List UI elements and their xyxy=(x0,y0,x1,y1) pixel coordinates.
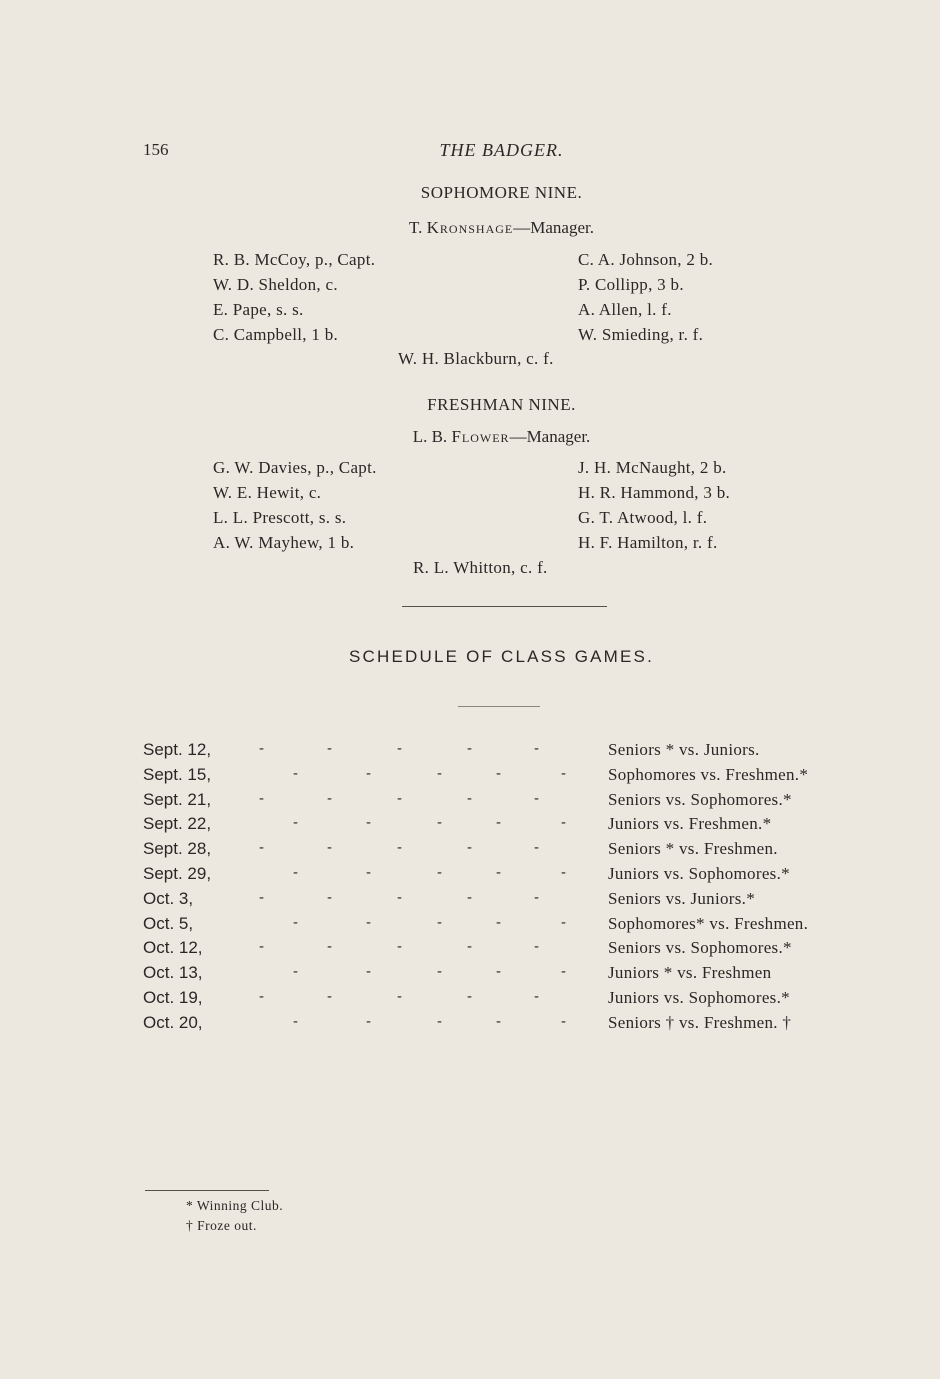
player-center: W. H. Blackburn, c. f. xyxy=(398,349,554,368)
schedule-game: Juniors vs. Freshmen.* xyxy=(608,814,772,833)
leader-dash: - xyxy=(366,1013,371,1030)
leader-dash: - xyxy=(496,914,501,931)
player-left: L. L. Prescott, s. s. xyxy=(213,508,347,527)
player-center: R. L. Whitton, c. f. xyxy=(413,558,548,577)
leader-dash: - xyxy=(534,938,539,955)
schedule-date: Oct. 19, xyxy=(143,988,203,1007)
leader-dash: - xyxy=(327,790,332,807)
schedule-game: Seniors vs. Juniors.* xyxy=(608,889,756,908)
player-left: R. B. McCoy, p., Capt. xyxy=(213,250,376,269)
leader-dash: - xyxy=(259,790,264,807)
freshman-manager xyxy=(0,427,940,447)
schedule-date: Oct. 3, xyxy=(143,889,194,908)
leader-dash: - xyxy=(327,988,332,1005)
leader-dash: - xyxy=(293,765,298,782)
leader-dash: - xyxy=(397,938,402,955)
schedule-rule xyxy=(458,706,540,707)
leader-dash: - xyxy=(327,938,332,955)
schedule-date: Oct. 13, xyxy=(143,963,203,982)
schedule-date: Oct. 20, xyxy=(143,1013,203,1032)
schedule-date: Sept. 21, xyxy=(143,790,212,809)
schedule-game: Seniors vs. Sophomores.* xyxy=(608,790,792,809)
schedule-date: Oct. 5, xyxy=(143,914,194,933)
schedule-date: Sept. 12, xyxy=(143,740,212,759)
leader-dash: - xyxy=(437,914,442,931)
footnote-froze: † Froze out. xyxy=(186,1218,257,1233)
manager-name: Kronshage xyxy=(426,218,514,237)
player-left: W. E. Hewit, c. xyxy=(213,483,322,502)
player-left: A. W. Mayhew, 1 b. xyxy=(213,533,355,552)
manager-initial: L. B. xyxy=(412,427,452,446)
leader-dash: - xyxy=(437,765,442,782)
leader-dash: - xyxy=(366,963,371,980)
schedule-game: Seniors vs. Sophomores.* xyxy=(608,938,792,957)
schedule-game: Sophomores vs. Freshmen.* xyxy=(608,765,809,784)
player-right: G. T. Atwood, l. f. xyxy=(578,508,708,527)
player-right: P. Collipp, 3 b. xyxy=(578,275,684,294)
leader-dash: - xyxy=(467,790,472,807)
manager-suffix: —Manager. xyxy=(509,427,591,446)
leader-dash: - xyxy=(467,839,472,856)
manager-name: Flower xyxy=(451,427,510,446)
schedule-title: SCHEDULE OF CLASS GAMES. xyxy=(348,647,655,666)
leader-dash: - xyxy=(437,1013,442,1030)
schedule-date: Sept. 29, xyxy=(143,864,212,883)
leader-dash: - xyxy=(293,963,298,980)
leader-dash: - xyxy=(293,914,298,931)
leader-dash: - xyxy=(437,864,442,881)
player-right: H. R. Hammond, 3 b. xyxy=(578,483,731,502)
schedule-date: Sept. 22, xyxy=(143,814,212,833)
player-right: J. H. McNaught, 2 b. xyxy=(578,458,727,477)
player-left: G. W. Davies, p., Capt. xyxy=(213,458,377,477)
schedule-date: Sept. 28, xyxy=(143,839,212,858)
leader-dash: - xyxy=(437,963,442,980)
leader-dash: - xyxy=(561,765,566,782)
leader-dash: - xyxy=(496,963,501,980)
player-right: A. Allen, l. f. xyxy=(578,300,672,319)
schedule-date: Sept. 15, xyxy=(143,765,212,784)
schedule-game: Juniors vs. Sophomores.* xyxy=(608,864,790,883)
freshman-title: FRESHMAN NINE. xyxy=(427,395,576,414)
schedule-game: Juniors * vs. Freshmen xyxy=(608,963,772,982)
leader-dash: - xyxy=(293,814,298,831)
manager-initial: T. xyxy=(409,218,427,237)
leader-dash: - xyxy=(293,864,298,881)
sophomore-title: SOPHOMORE NINE. xyxy=(420,183,583,202)
player-right: W. Smieding, r. f. xyxy=(578,325,704,344)
leader-dash: - xyxy=(534,740,539,757)
leader-dash: - xyxy=(534,988,539,1005)
leader-dash: - xyxy=(293,1013,298,1030)
page-number: 156 xyxy=(143,140,169,159)
leader-dash: - xyxy=(397,790,402,807)
schedule-game: Sophomores* vs. Freshmen. xyxy=(608,914,809,933)
leader-dash: - xyxy=(467,938,472,955)
schedule-game: Seniors * vs. Juniors. xyxy=(608,740,760,759)
leader-dash: - xyxy=(467,988,472,1005)
leader-dash: - xyxy=(561,1013,566,1030)
player-right: H. F. Hamilton, r. f. xyxy=(578,533,718,552)
leader-dash: - xyxy=(397,740,402,757)
schedule-game: Juniors vs. Sophomores.* xyxy=(608,988,790,1007)
leader-dash: - xyxy=(397,889,402,906)
leader-dash: - xyxy=(397,839,402,856)
player-left: C. Campbell, 1 b. xyxy=(213,325,339,344)
schedule-game: Seniors † vs. Freshmen. † xyxy=(608,1013,792,1032)
leader-dash: - xyxy=(259,988,264,1005)
player-left: E. Pape, s. s. xyxy=(213,300,304,319)
running-title: THE BADGER. xyxy=(439,140,564,160)
footnote-rule xyxy=(145,1190,269,1191)
leader-dash: - xyxy=(561,864,566,881)
schedule-game: Seniors * vs. Freshmen. xyxy=(608,839,778,858)
leader-dash: - xyxy=(534,889,539,906)
leader-dash: - xyxy=(561,814,566,831)
leader-dash: - xyxy=(467,740,472,757)
leader-dash: - xyxy=(327,839,332,856)
leader-dash: - xyxy=(327,740,332,757)
leader-dash: - xyxy=(496,864,501,881)
leader-dash: - xyxy=(561,963,566,980)
leader-dash: - xyxy=(496,765,501,782)
player-right: C. A. Johnson, 2 b. xyxy=(578,250,714,269)
leader-dash: - xyxy=(496,1013,501,1030)
leader-dash: - xyxy=(467,889,472,906)
leader-dash: - xyxy=(259,839,264,856)
sophomore-manager xyxy=(0,218,940,238)
leader-dash: - xyxy=(437,814,442,831)
leader-dash: - xyxy=(259,938,264,955)
leader-dash: - xyxy=(366,864,371,881)
leader-dash: - xyxy=(366,914,371,931)
footnote-winning: * Winning Club. xyxy=(186,1198,284,1213)
leader-dash: - xyxy=(366,814,371,831)
leader-dash: - xyxy=(327,889,332,906)
leader-dash: - xyxy=(397,988,402,1005)
leader-dash: - xyxy=(534,839,539,856)
player-left: W. D. Sheldon, c. xyxy=(213,275,338,294)
schedule-date: Oct. 12, xyxy=(143,938,203,957)
leader-dash: - xyxy=(259,740,264,757)
leader-dash: - xyxy=(496,814,501,831)
manager-suffix: —Manager. xyxy=(513,218,594,237)
section-divider xyxy=(402,606,607,607)
leader-dash: - xyxy=(534,790,539,807)
leader-dash: - xyxy=(366,765,371,782)
leader-dash: - xyxy=(259,889,264,906)
leader-dash: - xyxy=(561,914,566,931)
